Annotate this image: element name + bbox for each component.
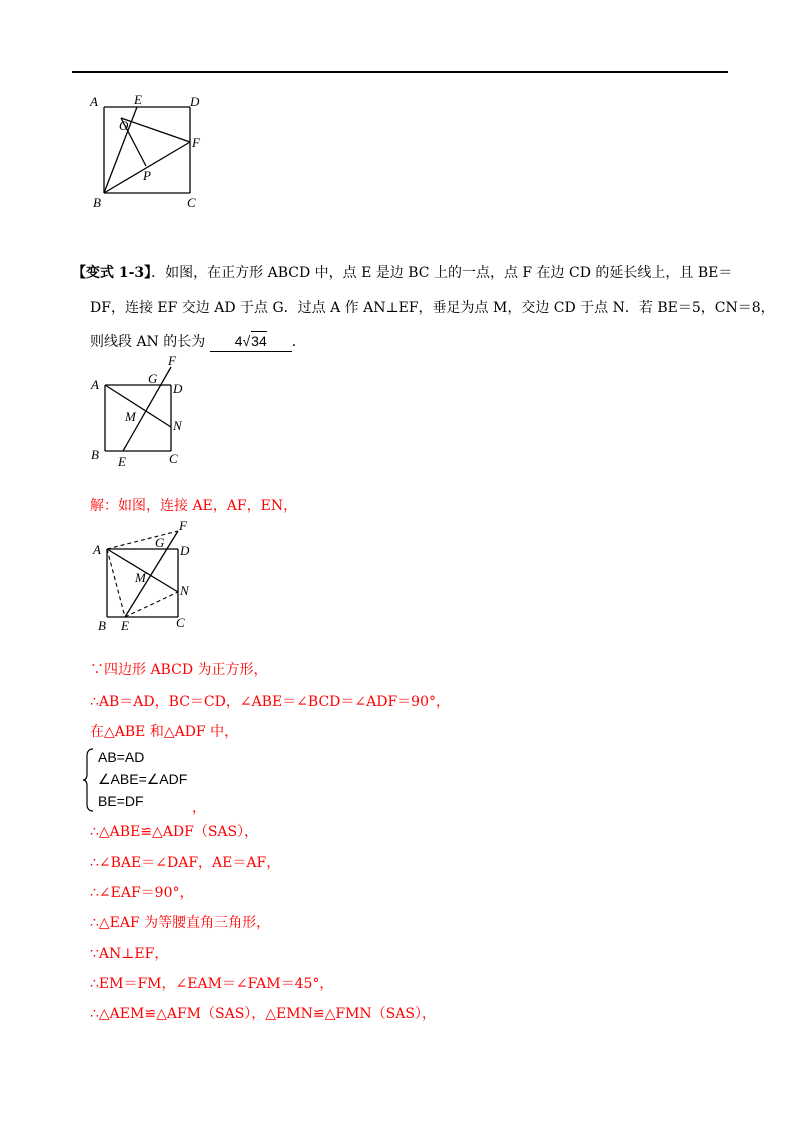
label-e: E — [118, 454, 126, 469]
brace-icon — [82, 748, 96, 812]
solution-intro: 解：如图，连接 AE，AF，EN， — [90, 498, 298, 514]
system-eq-1: AB=AD — [98, 749, 145, 765]
problem-line-1: 【变式 1-3】．如图，在正方形 ABCD 中，点 E 是边 BC 上的一点，点 F 在边 CD 的延长线上，且 BE＝ — [72, 265, 733, 281]
label-a: A — [91, 377, 99, 392]
label-o: O — [119, 118, 129, 133]
step-7: ∴△EAF 为等腰直角三角形， — [90, 915, 271, 931]
label-d: D — [173, 381, 183, 396]
label-m: M — [135, 570, 146, 585]
step-6: ∴∠EAF＝90°， — [90, 885, 194, 901]
label-g: G — [148, 371, 158, 386]
label-b: B — [98, 618, 106, 633]
label-n: N — [173, 418, 182, 433]
label-m: M — [125, 409, 136, 424]
answer-blank: 4√34 — [210, 331, 292, 352]
label-p: P — [143, 168, 151, 183]
label-f: F — [179, 518, 187, 533]
step-9: ∴EM＝FM，∠EAM＝∠FAM＝45°， — [90, 976, 334, 992]
label-c: C — [176, 615, 185, 630]
label-c: C — [169, 451, 178, 466]
label-g: G — [155, 535, 165, 550]
figure-square-efgmn — [85, 352, 200, 470]
system-eq-2: ∠ABE=∠ADF — [98, 771, 188, 787]
problem-line-3: 则线段 AN 的长为 4√34 ． — [90, 333, 306, 350]
system-eq-3: BE=DF — [98, 793, 144, 809]
label-a: A — [93, 542, 101, 557]
label-f: F — [192, 135, 200, 150]
equation-system — [80, 748, 220, 814]
step-3: 在△ABE 和△ADF 中， — [90, 724, 239, 740]
step-10: ∴△AEM≌△AFM（SAS），△EMN≌△FMN（SAS）， — [90, 1006, 436, 1022]
system-comma: ， — [192, 799, 206, 815]
step-8: ∵AN⊥EF， — [90, 946, 169, 962]
header-rule — [72, 71, 728, 73]
problem-line-2: DF，连接 EF 交边 AD 于点 G．过点 A 作 AN⊥EF，垂足为点 M，交边 CD 于点 N．若 BE＝5，CN＝8， — [90, 300, 775, 316]
label-b: B — [93, 195, 101, 210]
step-5: ∴∠BAE＝∠DAF，AE＝AF， — [90, 855, 281, 871]
label-d: D — [180, 543, 190, 558]
step-1: ∵四边形 ABCD 为正方形， — [90, 662, 268, 678]
problem-tag: 【变式 1-3】 — [72, 265, 152, 281]
label-a: A — [90, 94, 98, 109]
label-d: D — [190, 94, 200, 109]
step-2: ∴AB＝AD，BC＝CD，∠ABE＝∠BCD＝∠ADF＝90°， — [90, 694, 450, 710]
label-b: B — [91, 447, 99, 462]
step-4: ∴△ABE≌△ADF（SAS）， — [90, 824, 259, 840]
figure-solution-diagram — [88, 518, 203, 636]
figure-square-abcd-op — [80, 90, 210, 215]
label-n: N — [180, 583, 189, 598]
label-f: F — [168, 353, 176, 368]
label-e: E — [121, 618, 129, 633]
label-c: C — [187, 195, 196, 210]
label-e: E — [134, 92, 142, 107]
